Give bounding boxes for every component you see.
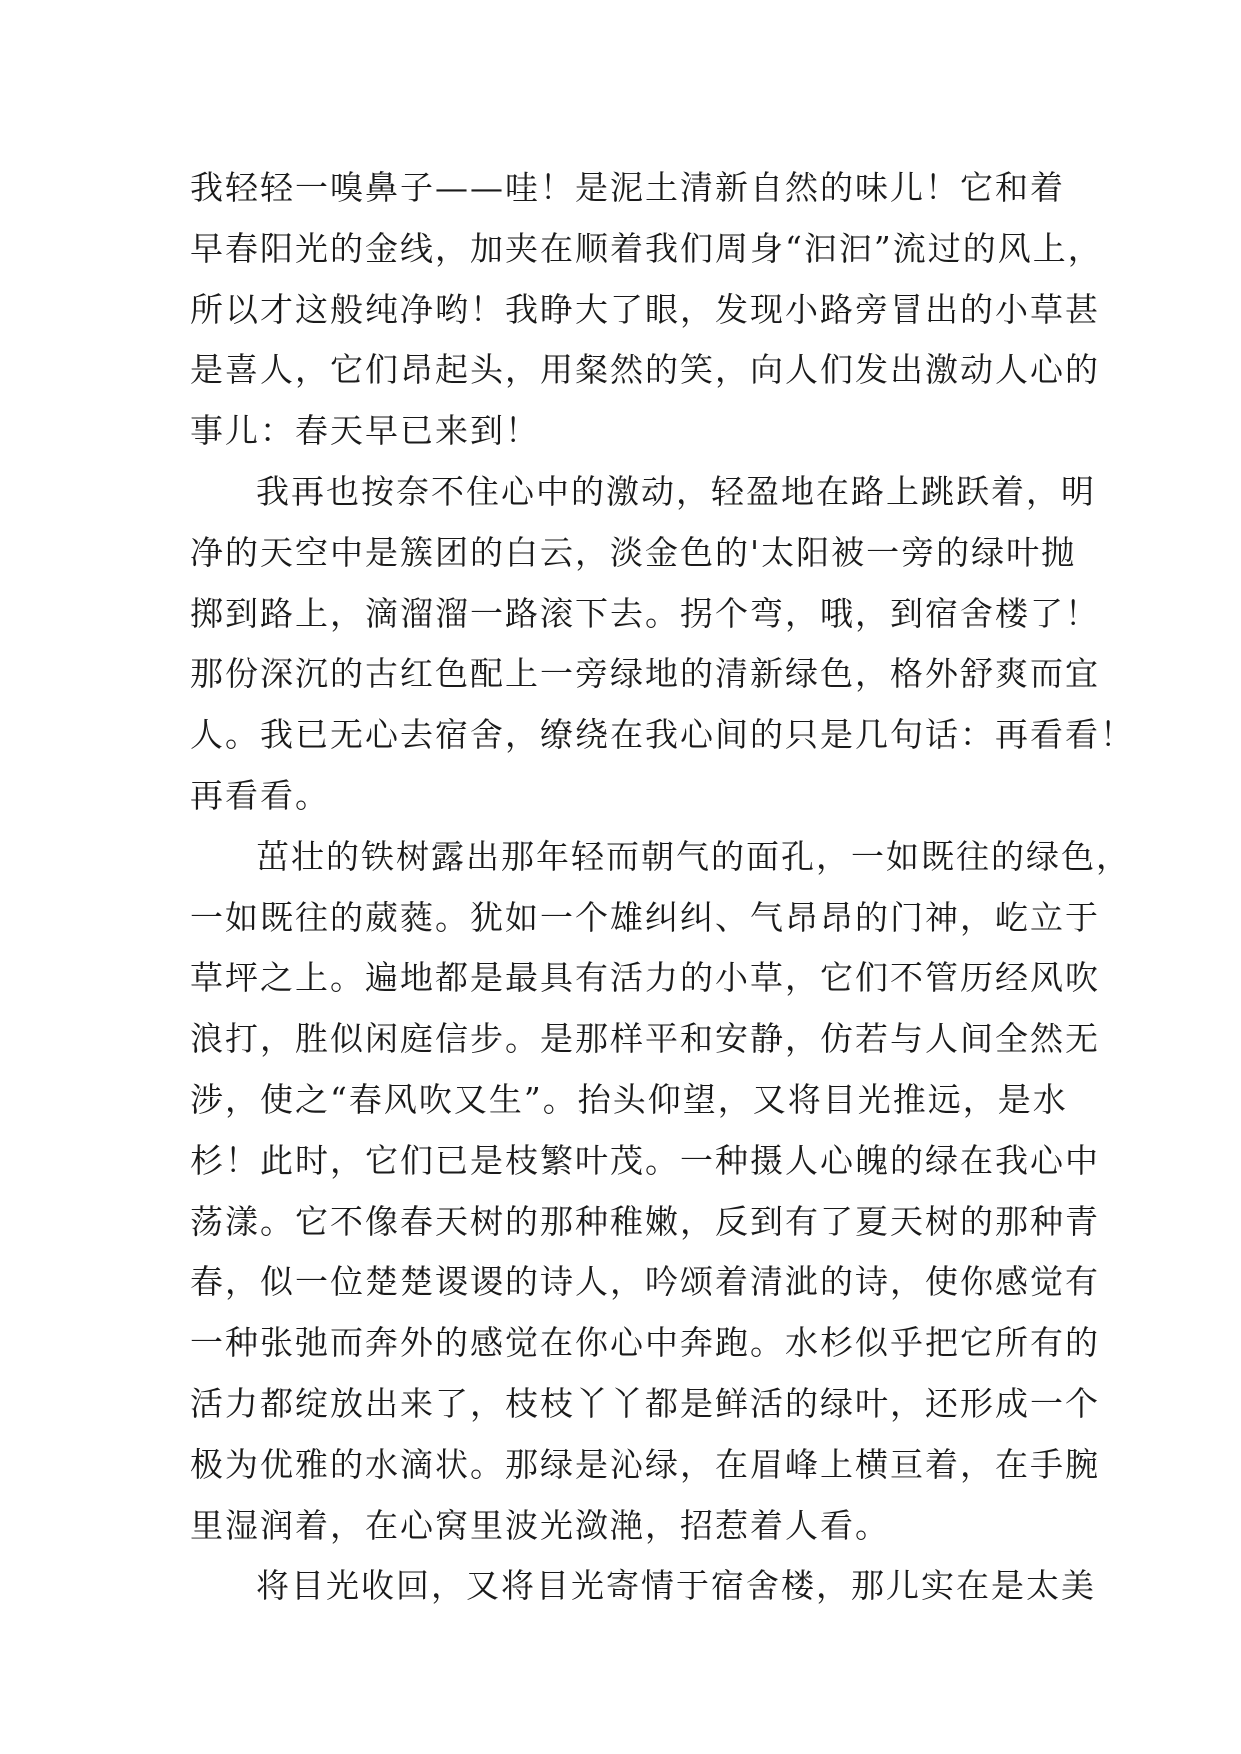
- text-line: 一如既往的葳蕤。犹如一个雄纠纠、气昂昂的门神，屹立于: [190, 897, 1100, 937]
- text-line: 事儿：春天早已来到！: [190, 411, 540, 451]
- text-line: 活力都绽放出来了，枝枝丫丫都是鲜活的绿叶，还形成一个: [190, 1383, 1100, 1423]
- text-line: 里湿润着，在心窝里波光潋滟，招惹着人看。: [190, 1505, 890, 1545]
- text-line: 极为优雅的水滴状。那绿是沁绿，在眉峰上横亘着，在手腕: [190, 1444, 1100, 1484]
- text-line: 我再也按奈不住心中的激动，轻盈地在路上跳跃着，明: [256, 471, 1096, 511]
- text-line: 净的天空中是簇团的白云，淡金色的'太阳被一旁的绿叶抛: [190, 532, 1077, 572]
- text-line: 将目光收回，又将目光寄情于宿舍楼，那儿实在是太美: [256, 1566, 1096, 1606]
- text-line: 早春阳光的金线，加夹在顺着我们周身“汩汩”流过的风上，: [190, 228, 1103, 268]
- text-line: 涉，使之“春风吹又生”。抬头仰望，又将目光推远，是水: [190, 1079, 1068, 1119]
- text-line: 那份深沉的古红色配上一旁绿地的清新绿色，格外舒爽而宜: [190, 654, 1100, 694]
- text-line: 茁壮的铁树露出那年轻而朝气的面孔，一如既往的绿色，: [256, 836, 1131, 876]
- text-line: 杉！此时，它们已是枝繁叶茂。一种摄人心魄的绿在我心中: [190, 1140, 1100, 1180]
- text-line: 是喜人，它们昂起头，用粲然的笑，向人们发出激动人心的: [190, 350, 1100, 390]
- text-line: 荡漾。它不像春天树的那种稚嫩，反到有了夏天树的那种青: [190, 1201, 1100, 1241]
- document-body: [190, 158, 1135, 1617]
- text-line: 春，似一位楚楚谡谡的诗人，吟颂着清泚的诗，使你感觉有: [190, 1262, 1100, 1302]
- text-line: 草坪之上。遍地都是最具有活力的小草，它们不管历经风吹: [190, 958, 1100, 998]
- text-line: 人。我已无心去宿舍，缭绕在我心间的只是几句话：再看看！: [190, 715, 1135, 755]
- text-line: 一种张弛而奔外的感觉在你心中奔跑。水杉似乎把它所有的: [190, 1323, 1100, 1363]
- text-line: 浪打，胜似闲庭信步。是那样平和安静，仿若与人间全然无: [190, 1019, 1100, 1059]
- text-line: 再看看。: [190, 775, 330, 815]
- text-line: 我轻轻一嗅鼻子——哇！是泥土清新自然的味儿！它和着: [190, 168, 1065, 207]
- text-line: 所以才这般纯净哟！我睁大了眼，发现小路旁冒出的小草甚: [190, 289, 1100, 329]
- text-line: 掷到路上，滴溜溜一路滚下去。拐个弯，哦，到宿舍楼了！: [190, 593, 1100, 633]
